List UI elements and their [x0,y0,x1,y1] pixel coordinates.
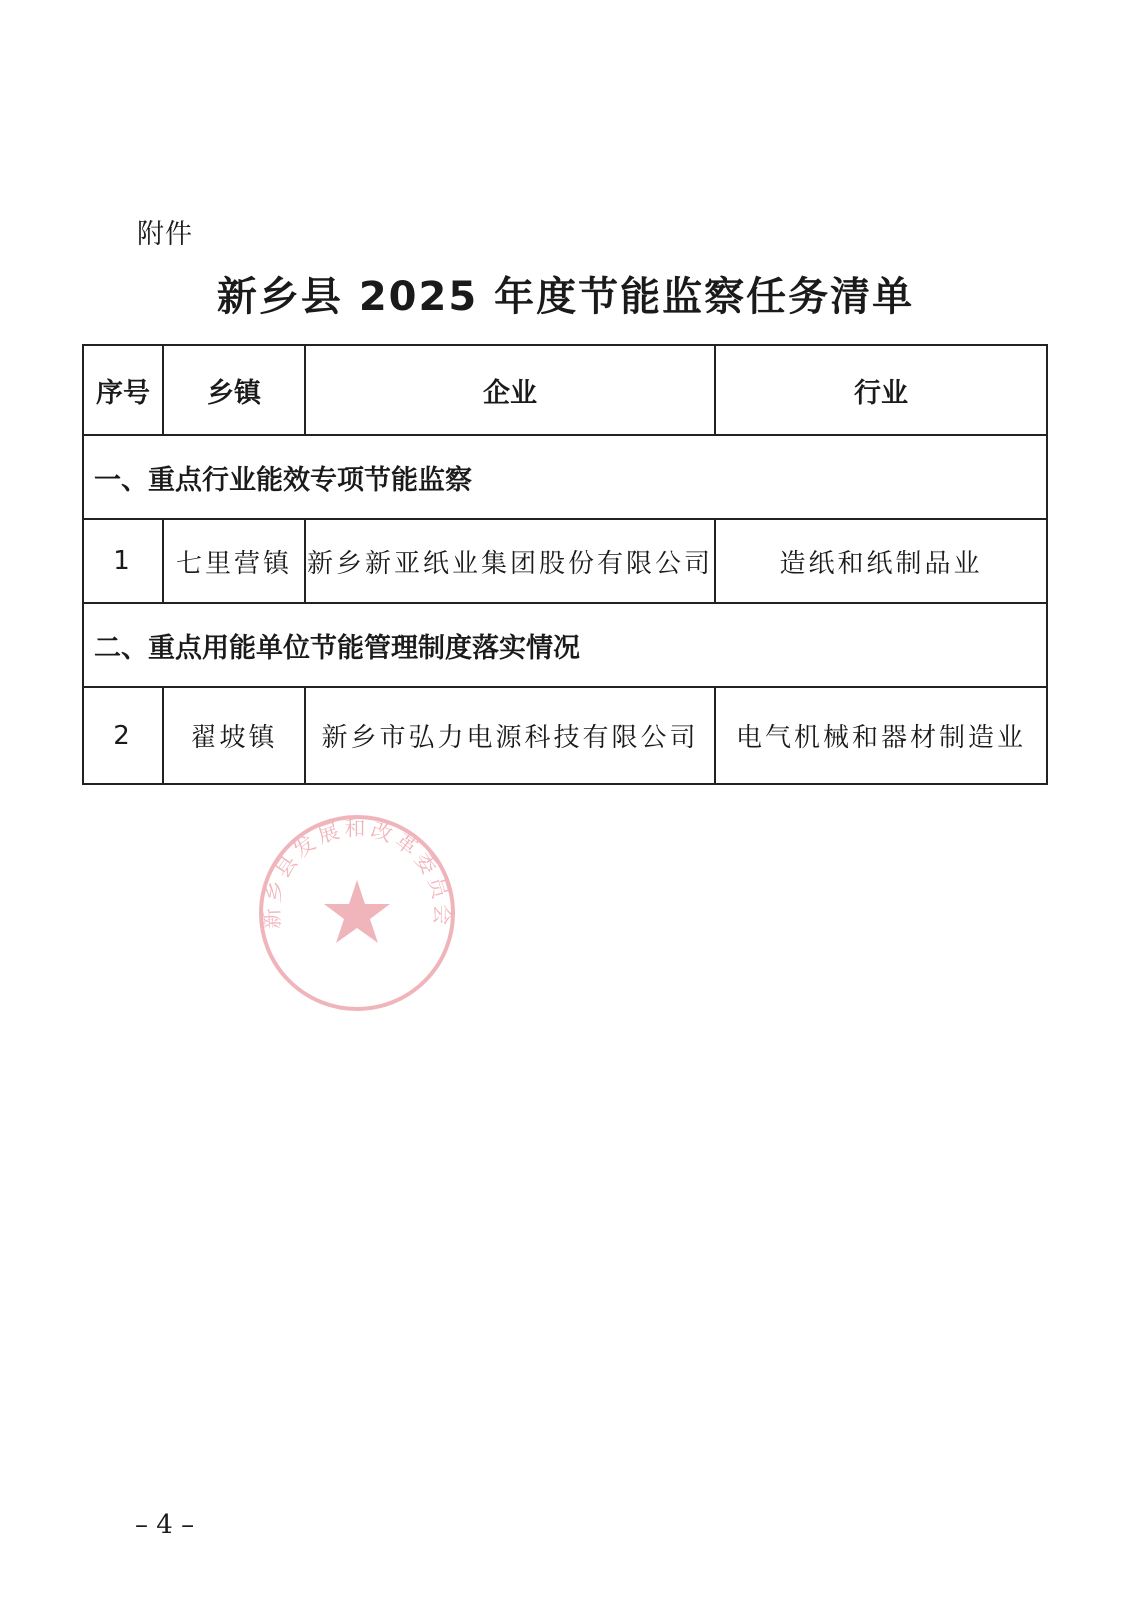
cell-no: 1 [83,519,163,603]
seal-text: 新乡县发展和改革委员会 [259,816,455,930]
table-header-row [83,345,1047,435]
cell-company: 新乡市弘力电源科技有限公司 [305,687,715,784]
section-title: 一、重点行业能效专项节能监察 [83,435,1047,519]
cell-company: 新乡新亚纸业集团股份有限公司 [305,519,715,603]
cell-town: 七里营镇 [163,519,305,603]
document-title: 新乡县 2025 年度节能监察任务清单 [216,274,915,320]
section-row [83,603,1047,687]
cell-industry: 造纸和纸制品业 [715,519,1047,603]
table-row [83,519,1047,603]
red-star-icon [324,880,390,943]
cell-industry: 电气机械和器材制造业 [715,687,1047,784]
page-number: – 4 – [135,1510,195,1540]
official-seal-stamp [252,808,462,1018]
section-row [83,435,1047,519]
attachment-label: 附件 [137,219,193,250]
column-header-company: 企业 [305,345,715,435]
column-header-industry: 行业 [715,345,1047,435]
table-row [83,687,1047,784]
column-header-town: 乡镇 [163,345,305,435]
cell-town: 翟坡镇 [163,687,305,784]
task-table [82,344,1048,785]
section-title: 二、重点用能单位节能管理制度落实情况 [83,603,1047,687]
cell-no: 2 [83,687,163,784]
column-header-no: 序号 [83,345,163,435]
